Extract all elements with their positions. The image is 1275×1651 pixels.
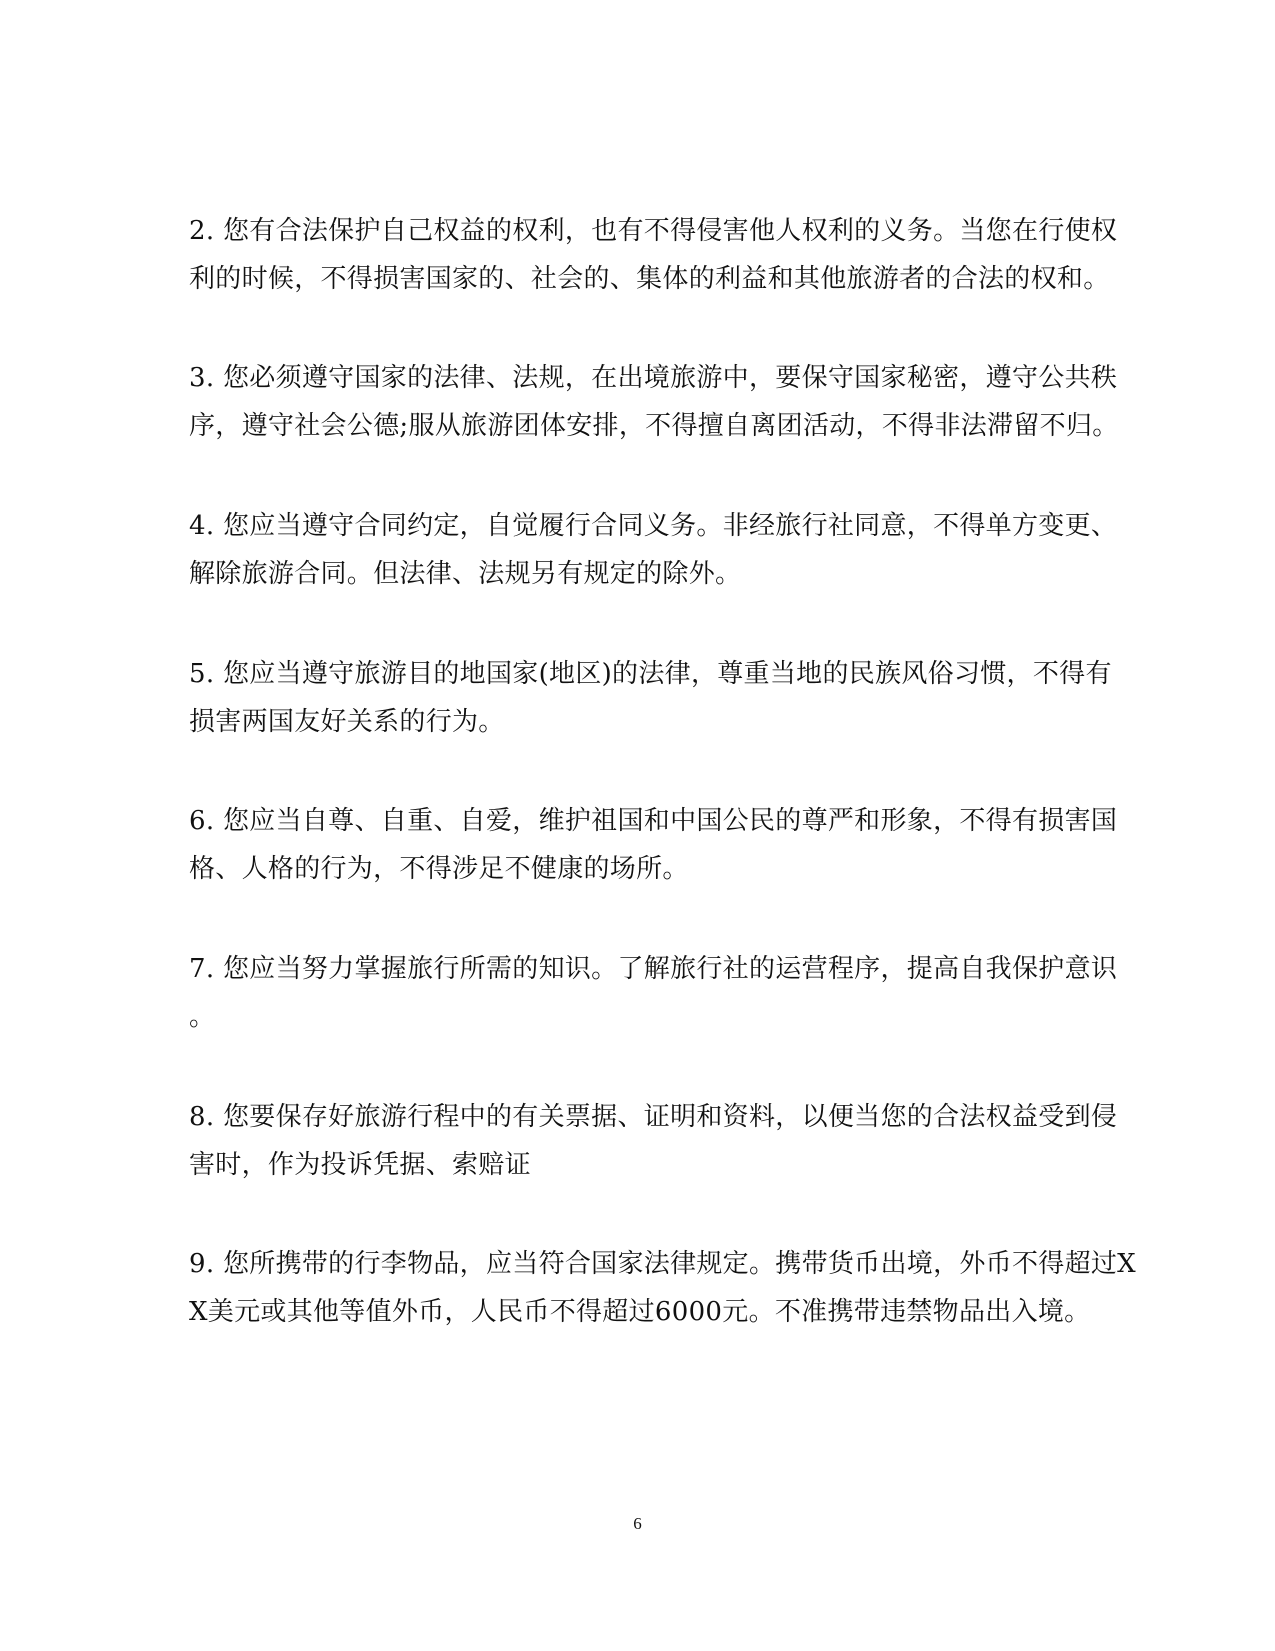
page-number: 6 bbox=[633, 1514, 642, 1533]
paragraph-line: 6. 您应当自尊、自重、自爱，维护祖国和中国公民的尊严和形象，不得有损害国 bbox=[189, 806, 1118, 836]
paragraph-line: 利的时候，不得损害国家的、社会的、集体的利益和其他旅游者的合法的权和。 bbox=[189, 264, 1110, 294]
paragraph-item-4 bbox=[189, 502, 1118, 598]
paragraph-item-2 bbox=[189, 207, 1118, 303]
paragraph-line: 9. 您所携带的行李物品，应当符合国家法律规定。携带货币出境，外币不得超过X bbox=[189, 1249, 1136, 1279]
paragraph-item-9 bbox=[189, 1240, 1136, 1336]
paragraph-item-8 bbox=[189, 1093, 1118, 1189]
paragraph-line: 5. 您应当遵守旅游目的地国家(地区)的法律，尊重当地的民族风俗习惯，不得有 bbox=[189, 659, 1112, 689]
paragraph-item-6 bbox=[189, 797, 1118, 893]
paragraph-line: 解除旅游合同。但法律、法规另有规定的除外。 bbox=[189, 559, 742, 589]
paragraph-line: 4. 您应当遵守合同约定，自觉履行合同义务。非经旅行社同意，不得单方变更、 bbox=[189, 511, 1118, 541]
paragraph-line: 。 bbox=[189, 1002, 216, 1032]
paragraph-line: 8. 您要保存好旅游行程中的有关票据、证明和资料，以便当您的合法权益受到侵 bbox=[189, 1102, 1118, 1132]
paragraph-line: 3. 您必须遵守国家的法律、法规，在出境旅游中，要保守国家秘密，遵守公共秩 bbox=[189, 363, 1118, 393]
paragraph-item-3 bbox=[189, 354, 1119, 450]
paragraph-line: 2. 您有合法保护自己权益的权利，也有不得侵害他人权利的义务。当您在行使权 bbox=[189, 216, 1118, 246]
paragraph-line: 损害两国友好关系的行为。 bbox=[189, 707, 505, 737]
paragraph-item-5 bbox=[189, 650, 1112, 746]
paragraph-line: 序，遵守社会公德;服从旅游团体安排，不得擅自离团活动，不得非法滞留不归。 bbox=[189, 411, 1119, 441]
paragraph-line: 格、人格的行为，不得涉足不健康的场所。 bbox=[189, 854, 689, 884]
paragraph-item-7 bbox=[189, 945, 1118, 1041]
paragraph-line: 害时，作为投诉凭据、索赔证 bbox=[189, 1150, 531, 1180]
paragraph-line: 7. 您应当努力掌握旅行所需的知识。了解旅行社的运营程序，提高自我保护意识 bbox=[189, 954, 1118, 984]
paragraph-line: X美元或其他等值外币，人民币不得超过6000元。不准携带违禁物品出入境。 bbox=[189, 1297, 1091, 1327]
